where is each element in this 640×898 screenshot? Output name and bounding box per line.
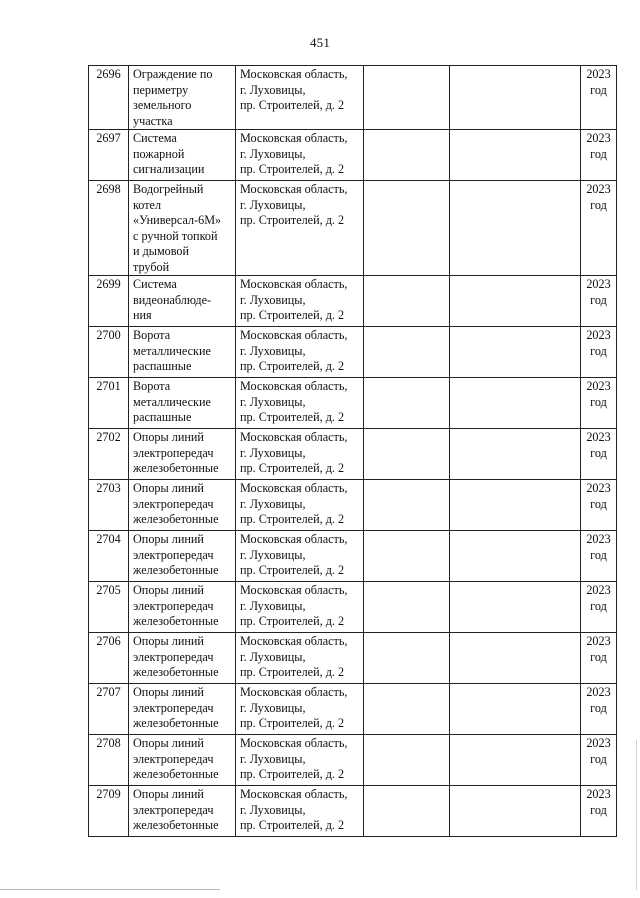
address-cell: Московская область, г. Луховицы, пр. Строителей, д. 2: [236, 531, 364, 582]
year-cell: 2023 год: [581, 684, 617, 735]
page-number: 451: [309, 35, 331, 50]
table-row: [89, 181, 617, 276]
empty-cell: [364, 327, 450, 378]
address-cell: Московская область, г. Луховицы, пр. Строителей, д. 2: [236, 66, 364, 130]
table-row: [89, 735, 617, 786]
row-number-cell: 2705: [89, 582, 129, 633]
empty-cell: [450, 531, 581, 582]
address-cell: Московская область, г. Луховицы, пр. Строителей, д. 2: [236, 130, 364, 181]
table-row: [89, 429, 617, 480]
table-row: [89, 378, 617, 429]
empty-cell: [364, 582, 450, 633]
registry-table-body: [89, 66, 617, 837]
year-cell: 2023 год: [581, 429, 617, 480]
row-number-cell: 2696: [89, 66, 129, 130]
year-cell: 2023 год: [581, 531, 617, 582]
row-number-cell: 2703: [89, 480, 129, 531]
empty-cell: [364, 276, 450, 327]
object-name-cell: Ограждение по периметру земельного участка: [129, 66, 236, 130]
row-number-cell: 2709: [89, 786, 129, 837]
table-row: [89, 480, 617, 531]
table-row: [89, 531, 617, 582]
row-number-cell: 2699: [89, 276, 129, 327]
empty-cell: [450, 480, 581, 531]
table-row: [89, 130, 617, 181]
object-name-cell: Опоры линий электропередач железобетонные: [129, 480, 236, 531]
row-number-cell: 2697: [89, 130, 129, 181]
address-cell: Московская область, г. Луховицы, пр. Строителей, д. 2: [236, 480, 364, 531]
empty-cell: [364, 378, 450, 429]
empty-cell: [364, 66, 450, 130]
address-cell: Московская область, г. Луховицы, пр. Строителей, д. 2: [236, 633, 364, 684]
row-number-cell: 2708: [89, 735, 129, 786]
table-row: [89, 276, 617, 327]
year-cell: 2023 год: [581, 480, 617, 531]
object-name-cell: Опоры линий электропередач железобетонные: [129, 786, 236, 837]
empty-cell: [364, 684, 450, 735]
year-cell: 2023 год: [581, 786, 617, 837]
empty-cell: [450, 735, 581, 786]
empty-cell: [450, 429, 581, 480]
empty-cell: [450, 684, 581, 735]
table-row: [89, 66, 617, 130]
address-cell: Московская область, г. Луховицы, пр. Строителей, д. 2: [236, 327, 364, 378]
table-row: [89, 684, 617, 735]
year-cell: 2023 год: [581, 66, 617, 130]
scan-artifact-line: [0, 889, 220, 890]
table-row: [89, 786, 617, 837]
object-name-cell: Опоры линий электропередач железобетонные: [129, 735, 236, 786]
empty-cell: [364, 735, 450, 786]
row-number-cell: 2701: [89, 378, 129, 429]
table-row: [89, 327, 617, 378]
object-name-cell: Водогрейный котел «Универсал-6М» с ручной топкой и дымовой трубой: [129, 181, 236, 276]
scan-artifact-edge: [636, 740, 637, 890]
row-number-cell: 2700: [89, 327, 129, 378]
address-cell: Московская область, г. Луховицы, пр. Строителей, д. 2: [236, 429, 364, 480]
empty-cell: [450, 633, 581, 684]
empty-cell: [364, 429, 450, 480]
address-cell: Московская область, г. Луховицы, пр. Строителей, д. 2: [236, 786, 364, 837]
registry-table: [88, 65, 617, 837]
object-name-cell: Ворота металлические распашные: [129, 378, 236, 429]
year-cell: 2023 год: [581, 130, 617, 181]
row-number-cell: 2707: [89, 684, 129, 735]
year-cell: 2023 год: [581, 735, 617, 786]
empty-cell: [450, 582, 581, 633]
empty-cell: [364, 786, 450, 837]
empty-cell: [364, 480, 450, 531]
table-row: [89, 582, 617, 633]
year-cell: 2023 год: [581, 276, 617, 327]
object-name-cell: Опоры линий электропередач железобетонные: [129, 582, 236, 633]
empty-cell: [450, 276, 581, 327]
year-cell: 2023 год: [581, 378, 617, 429]
table-row: [89, 633, 617, 684]
row-number-cell: 2704: [89, 531, 129, 582]
year-cell: 2023 год: [581, 327, 617, 378]
address-cell: Московская область, г. Луховицы, пр. Строителей, д. 2: [236, 276, 364, 327]
object-name-cell: Система видеонаблюде- ния: [129, 276, 236, 327]
year-cell: 2023 год: [581, 582, 617, 633]
object-name-cell: Опоры линий электропередач железобетонные: [129, 429, 236, 480]
address-cell: Московская область, г. Луховицы, пр. Строителей, д. 2: [236, 684, 364, 735]
object-name-cell: Опоры линий электропередач железобетонные: [129, 633, 236, 684]
empty-cell: [450, 327, 581, 378]
empty-cell: [364, 130, 450, 181]
empty-cell: [364, 633, 450, 684]
empty-cell: [450, 66, 581, 130]
object-name-cell: Опоры линий электропередач железобетонные: [129, 684, 236, 735]
empty-cell: [450, 378, 581, 429]
year-cell: 2023 год: [581, 181, 617, 276]
address-cell: Московская область, г. Луховицы, пр. Строителей, д. 2: [236, 582, 364, 633]
row-number-cell: 2702: [89, 429, 129, 480]
object-name-cell: Ворота металлические распашные: [129, 327, 236, 378]
empty-cell: [364, 181, 450, 276]
object-name-cell: Система пожарной сигнализации: [129, 130, 236, 181]
address-cell: Московская область, г. Луховицы, пр. Строителей, д. 2: [236, 181, 364, 276]
address-cell: Московская область, г. Луховицы, пр. Строителей, д. 2: [236, 378, 364, 429]
empty-cell: [450, 130, 581, 181]
object-name-cell: Опоры линий электропередач железобетонные: [129, 531, 236, 582]
empty-cell: [450, 181, 581, 276]
row-number-cell: 2698: [89, 181, 129, 276]
address-cell: Московская область, г. Луховицы, пр. Строителей, д. 2: [236, 735, 364, 786]
empty-cell: [450, 786, 581, 837]
empty-cell: [364, 531, 450, 582]
year-cell: 2023 год: [581, 633, 617, 684]
row-number-cell: 2706: [89, 633, 129, 684]
